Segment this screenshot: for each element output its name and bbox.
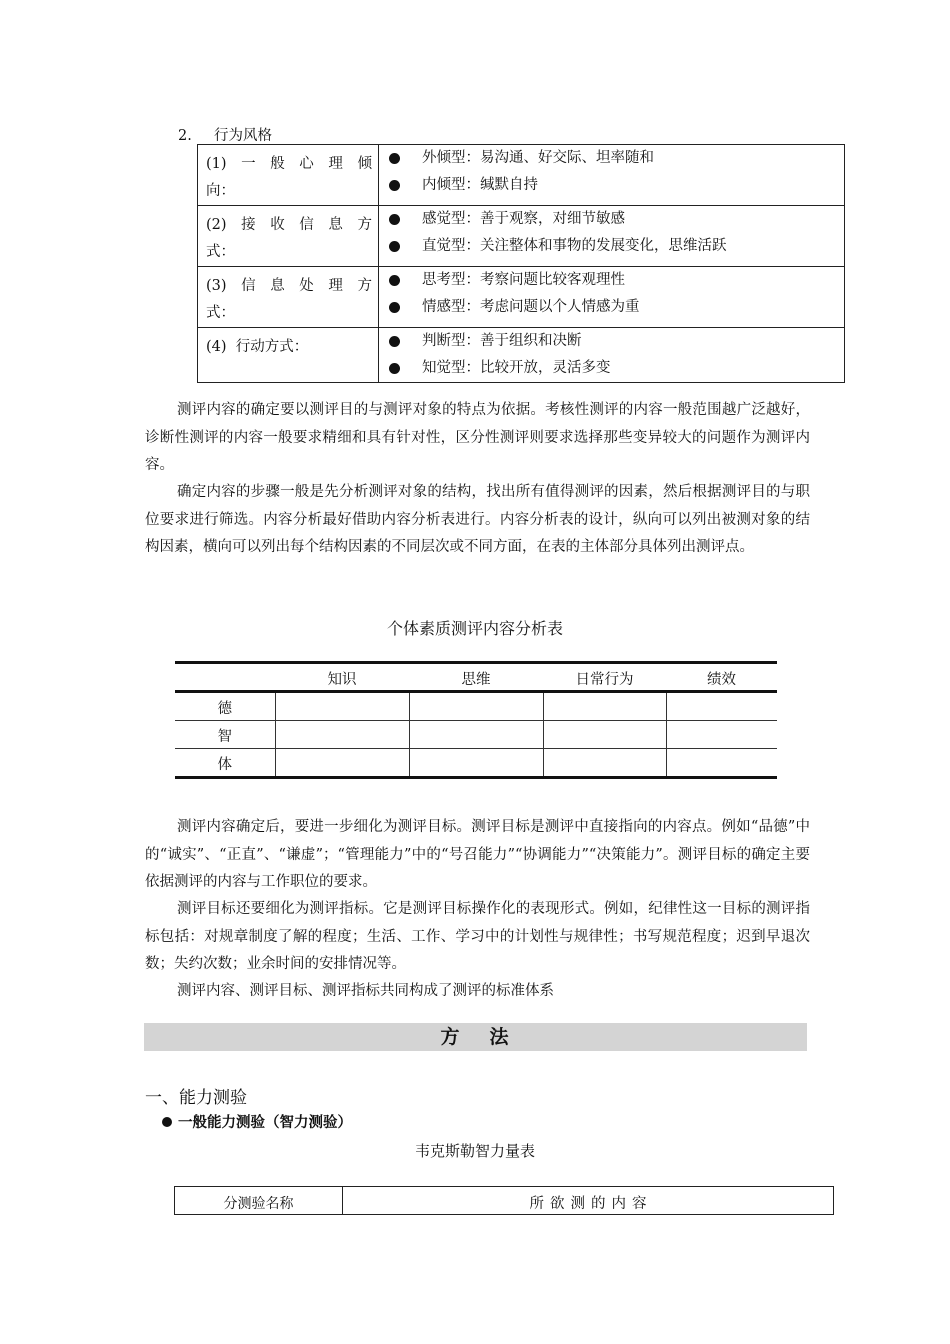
- column-header: 绩效: [666, 663, 777, 692]
- header-char: 欲: [550, 1196, 565, 1212]
- table-cell: [409, 692, 543, 721]
- style-bullets-cell: [379, 145, 845, 206]
- wechsler-table: [174, 1186, 834, 1215]
- label-part: 方: [357, 217, 372, 233]
- bullet-text: 感觉型：善于观察，对细节敏感: [422, 211, 625, 227]
- style-bullets-cell: [379, 267, 845, 328]
- heading-ability-test: 一、能力测验: [145, 1088, 247, 1108]
- label-part: 息: [270, 278, 285, 294]
- header-char: 所: [529, 1196, 544, 1212]
- table-row: [175, 721, 777, 749]
- style-row: [198, 328, 845, 383]
- label-part: 心: [299, 156, 314, 172]
- style-label-cell: [198, 267, 379, 328]
- bullet-text: 情感型：考虑问题以个人情感为重: [422, 299, 640, 315]
- label-part: 一: [241, 156, 256, 172]
- label-part: 信: [241, 278, 256, 294]
- label-part: 处: [299, 278, 314, 294]
- bullet-item: [379, 294, 844, 321]
- table-cell: [409, 721, 543, 749]
- label-full: (4) 行动方式：: [206, 339, 309, 355]
- bullet-item: [379, 206, 844, 233]
- table-cell: [543, 721, 666, 749]
- bullet-icon: [389, 241, 400, 252]
- label-part: 般: [270, 156, 285, 172]
- band-char: 法: [489, 1026, 511, 1048]
- bullet-icon: [389, 180, 400, 191]
- subheading-text: 一般能力测验（智力测验）: [178, 1114, 352, 1131]
- table-cell: [275, 721, 409, 749]
- paragraph: 测评内容、测评目标、测评指标共同构成了测评的标准体系: [177, 983, 554, 999]
- style-label-cell: [198, 145, 379, 206]
- section-heading: [178, 124, 272, 145]
- section-title: 行为风格: [214, 128, 272, 144]
- band-char: 方: [440, 1026, 462, 1048]
- bullet-icon: [389, 363, 400, 374]
- corner-cell: [175, 663, 275, 692]
- paragraph: 确定内容的步骤一般是先分析测评对象的结构，找出所有值得测评的因素，然后根据测评目的与职位要求进行筛选。内容分析最好借助内容分析表进行。内容分析表的设计，纵向可以列出被测对象的结构因素，横向可以列出每个结构因素的不同层次或不同方面，在表的主体部分具体列出测评点。: [145, 484, 810, 555]
- bullet-item: [379, 172, 844, 199]
- label-part: 信: [299, 217, 314, 233]
- style-bullets-cell: [379, 328, 845, 383]
- bullet-text: 思考型：考察问题比较客观理性: [422, 272, 625, 288]
- style-row: [198, 145, 845, 206]
- bullet-icon: [389, 336, 400, 347]
- header-char: 容: [632, 1196, 647, 1212]
- bullet-item: [379, 145, 844, 172]
- table-cell: [666, 721, 777, 749]
- header-char: 内: [611, 1196, 626, 1212]
- column-header: [343, 1187, 834, 1215]
- table-cell: [543, 692, 666, 721]
- wechsler-title: 韦克斯勒智力量表: [414, 1142, 535, 1160]
- label-continuation: 向：: [206, 183, 235, 199]
- style-row: [198, 267, 845, 328]
- row-header: 智: [175, 721, 275, 749]
- column-header: 分测验名称: [175, 1187, 343, 1215]
- paragraph: 测评内容的确定要以测评目的与测评对象的特点为依据。考核性测评的内容一般范围越广泛越好，诊断性测评的内容一般要求精细和具有针对性，区分性测评则要求选择那些变异较大的问题作为测评内容。: [145, 402, 810, 473]
- table-header-row: [175, 663, 777, 692]
- table-cell: [409, 749, 543, 778]
- table-cell: [543, 749, 666, 778]
- table-row: [175, 692, 777, 721]
- row-header: 体: [175, 749, 275, 778]
- method-section-band: [144, 1023, 807, 1051]
- label-part: (1): [206, 156, 227, 172]
- label-part: 理: [328, 278, 343, 294]
- label-part: (2): [206, 217, 227, 233]
- style-label-cell: [198, 206, 379, 267]
- label-part: 息: [328, 217, 343, 233]
- bullet-icon: [389, 214, 400, 225]
- content-analysis-table: [175, 661, 777, 779]
- label-part: (3): [206, 278, 227, 294]
- bullet-text: 知觉型：比较开放，灵活多变: [422, 360, 611, 376]
- label-continuation: 式：: [206, 305, 235, 321]
- bullet-item: [379, 328, 844, 355]
- bullet-text: 直觉型：关注整体和事物的发展变化，思维活跃: [422, 238, 727, 254]
- bullet-icon: [389, 153, 400, 164]
- bullet-icon: [162, 1117, 172, 1127]
- subheading-general-ability: [162, 1111, 352, 1132]
- column-header: 知识: [275, 663, 409, 692]
- bullet-text: 判断型：善于组织和决断: [422, 333, 582, 349]
- table-cell: [275, 749, 409, 778]
- column-header: 日常行为: [543, 663, 666, 692]
- row-header: 德: [175, 692, 275, 721]
- column-header: 思维: [409, 663, 543, 692]
- table-cell: [666, 692, 777, 721]
- header-char: 测: [570, 1196, 585, 1212]
- label-part: 收: [270, 217, 285, 233]
- bullet-item: [379, 233, 844, 260]
- bullet-icon: [389, 302, 400, 313]
- style-bullets-cell: [379, 206, 845, 267]
- bullet-text: 内倾型：缄默自持: [422, 177, 538, 193]
- paragraph: 测评内容确定后，要进一步细化为测评目标。测评目标是测评中直接指向的内容点。例如“品德”中的“诚实”、“正直”、“谦虚”；“管理能力”中的“号召能力”“协调能力”“决策能力”。测评目标的确定主要依据测评的内容与工作职位的要求。: [145, 819, 810, 890]
- table-cell: [666, 749, 777, 778]
- header-char: 的: [591, 1196, 606, 1212]
- table-header-row: [175, 1187, 834, 1215]
- style-row: [198, 206, 845, 267]
- label-continuation: 式：: [206, 244, 235, 260]
- bullet-text: 外倾型：易沟通、好交际、坦率随和: [422, 150, 654, 166]
- bullet-item: [379, 355, 844, 382]
- paragraph: 测评目标还要细化为测评指标。它是测评目标操作化的表现形式。例如，纪律性这一目标的测评指标包括：对规章制度了解的程度；生活、工作、学习中的计划性与规律性；书写规范程度；迟到早退次数；失约次数；业余时间的安排情况等。: [145, 901, 810, 972]
- label-part: 理: [328, 156, 343, 172]
- table-cell: [275, 692, 409, 721]
- label-part: 倾: [357, 156, 372, 172]
- label-part: 接: [241, 217, 256, 233]
- section-number: 2.: [178, 128, 192, 144]
- analysis-table-title: 个体素质测评内容分析表: [386, 619, 563, 638]
- style-label-cell: [198, 328, 379, 383]
- behavior-style-table: [197, 144, 845, 383]
- table-row: [175, 749, 777, 778]
- label-part: 方: [357, 278, 372, 294]
- bullet-icon: [389, 275, 400, 286]
- bullet-item: [379, 267, 844, 294]
